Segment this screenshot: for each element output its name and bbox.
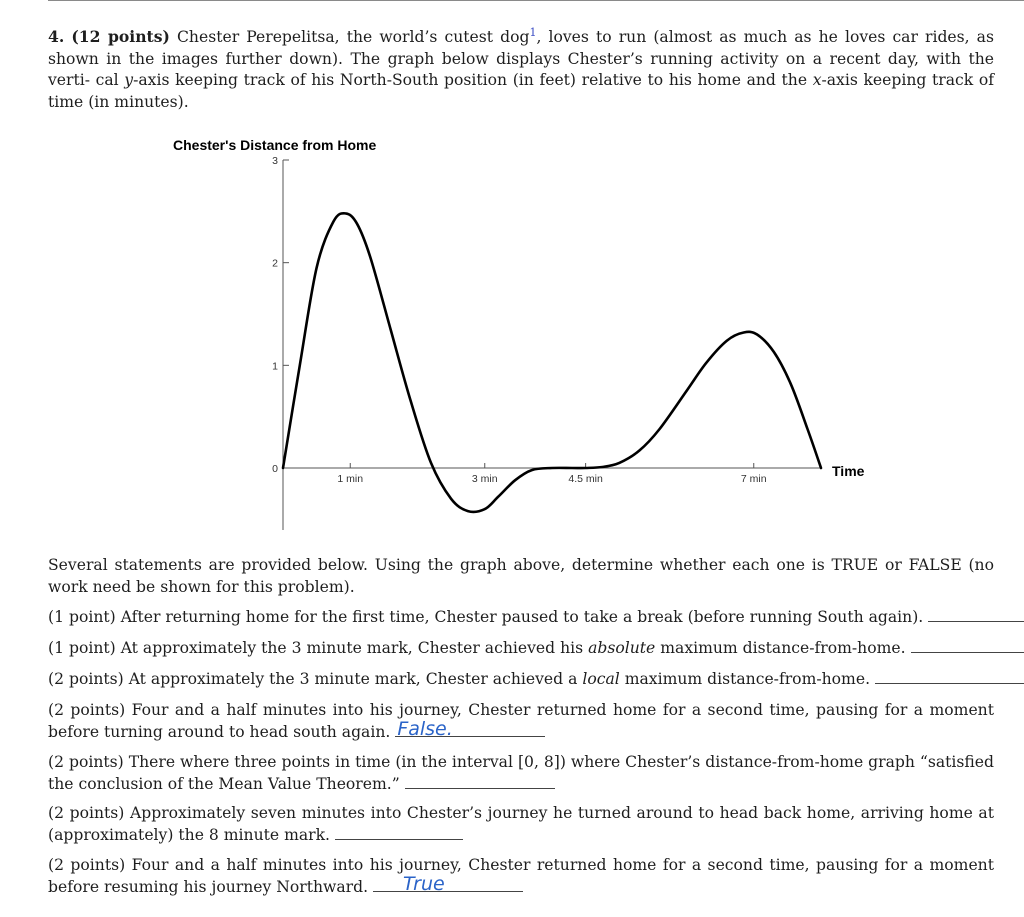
x-tick-label: 1 min bbox=[337, 473, 364, 485]
statement-5-text-b: ) where Chester’s distance-from-home graph “satisfied the conclusion of the Mean Value Theorem.” bbox=[48, 753, 995, 793]
statement-6-points: (2 points) bbox=[48, 804, 125, 822]
y-variable: y bbox=[124, 71, 134, 89]
handwritten-answer-false: False. bbox=[397, 718, 453, 740]
distance-curve bbox=[283, 213, 821, 512]
statement-1-points: (1 point) bbox=[48, 608, 116, 626]
y-tick-label: 3 bbox=[272, 155, 278, 167]
answer-blank-6[interactable] bbox=[335, 825, 463, 840]
statement-7-text: Four and a half minutes into his journey, Chester returned home for a second time, pausing for a moment before resuming his journey Northward. bbox=[48, 856, 994, 896]
y-tick-label: 2 bbox=[272, 257, 278, 270]
problem-points: (12 points) bbox=[71, 27, 170, 46]
x-variable: x bbox=[812, 71, 822, 89]
x-tick-label: 4.5 min bbox=[568, 473, 603, 485]
x-tick-label: 3 min bbox=[471, 473, 498, 485]
problem-text-c: -axis keeping track of his North-South position (in feet) relative to his home and the bbox=[133, 71, 813, 89]
problem-number: 4. bbox=[48, 27, 65, 46]
statement-2 bbox=[48, 638, 994, 660]
distance-chart bbox=[0, 130, 1024, 530]
handwritten-answer-true: True bbox=[403, 873, 445, 895]
statement-6-text: Approximately seven minutes into Chester’s journey he turned around to head back home, arriving home at (approximately) the 8 minute mark. bbox=[48, 804, 994, 844]
answer-blank-2[interactable] bbox=[911, 638, 1024, 653]
statement-2-text-b: maximum distance-from-home. bbox=[655, 639, 906, 657]
statement-3-points: (2 points) bbox=[48, 670, 124, 688]
chart-title: Chester's Distance from Home bbox=[173, 137, 377, 153]
y-tick-label: 1 bbox=[272, 360, 278, 373]
statement-4-text: Four and a half minutes into his journey, Chester returned home for a second time, pausing for a moment before turning around to head south again. bbox=[48, 701, 994, 741]
answer-blank-7[interactable] bbox=[373, 873, 523, 895]
answer-blank-4[interactable] bbox=[395, 718, 545, 740]
problem-text-a: Chester Perepelitsa, the world’s cutest dog bbox=[177, 28, 530, 46]
statement-5 bbox=[48, 752, 994, 795]
statement-7 bbox=[48, 855, 994, 898]
statement-3-text-a: At approximately the 3 minute mark, Chester achieved a bbox=[128, 670, 583, 688]
statement-2-emph: absolute bbox=[588, 639, 656, 657]
problem-text-b: , loves to run (almost as much as he loves car rides, as shown in the images further down). The graph below displays Chester’s running activity on a recent day, with the verti- cal bbox=[48, 28, 994, 89]
answer-blank-3[interactable] bbox=[875, 669, 1024, 684]
statement-5-text-a: There where three points in time (in the interval bbox=[128, 753, 518, 771]
answer-blank-1[interactable] bbox=[928, 607, 1024, 622]
y-tick-label: 0 bbox=[272, 463, 278, 475]
statement-5-points: (2 points) bbox=[48, 753, 124, 771]
statement-5-interval: [0, 8] bbox=[517, 753, 560, 771]
x-axis-label: Time bbox=[832, 463, 865, 479]
statement-2-text-a: At approximately the 3 minute mark, Chester achieved his bbox=[120, 639, 589, 657]
statement-4 bbox=[48, 700, 994, 743]
statement-1-text: After returning home for the first time, Chester paused to take a break (before running South again). bbox=[120, 608, 924, 626]
answer-blank-5[interactable] bbox=[405, 774, 555, 789]
statement-3-emph: local bbox=[582, 670, 620, 688]
statement-6 bbox=[48, 803, 994, 846]
problem-statement bbox=[48, 26, 994, 113]
top-rule bbox=[48, 0, 1024, 1]
statement-2-points: (1 point) bbox=[48, 639, 116, 657]
statement-3-text-b: maximum distance-from-home. bbox=[619, 670, 871, 688]
chart-ticks bbox=[272, 155, 767, 485]
instructions: Several statements are provided below. Using the graph above, determine whether each one is TRUE or FALSE (no work need be shown for this problem). bbox=[48, 556, 994, 596]
problem-text-d: -axis keeping track of time (in minutes). bbox=[48, 71, 994, 111]
x-tick-label: 7 min bbox=[740, 473, 767, 485]
statement-3 bbox=[48, 669, 994, 691]
statement-1 bbox=[48, 607, 994, 629]
footnote-marker[interactable]: 1 bbox=[529, 25, 537, 39]
statement-4-points: (2 points) bbox=[48, 701, 126, 719]
statement-7-points: (2 points) bbox=[48, 856, 126, 874]
